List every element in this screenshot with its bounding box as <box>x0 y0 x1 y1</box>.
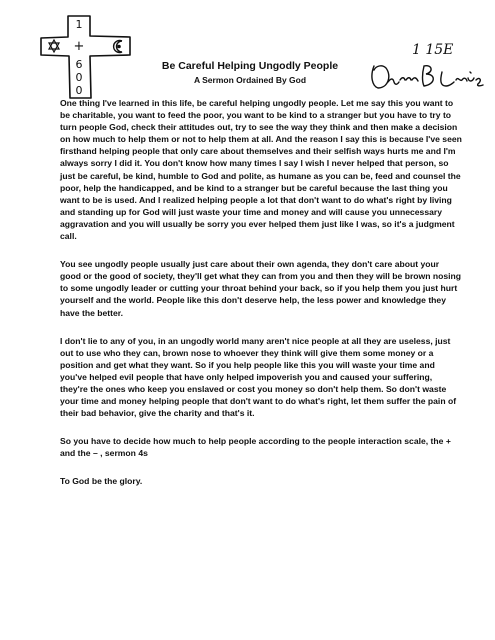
paragraph-2: You see ungodly people usually just care about their own agenda, they don't care about your good or the good of society, they'll get what they can from you and then they will be brown nosing to some ungodly leader or cutting your throat behind your back, so if you help them you just hurt yourself and the world. People like this don't deserve help, the less power and knowledge they have the better. <box>60 259 462 318</box>
paragraph-4: So you have to decide how much to help people according to the people interaction scale, the + and the – , sermon 4s <box>60 436 451 459</box>
crescent-star-icon <box>114 41 122 53</box>
paragraph-1: One thing I've learned in this life, be careful helping ungodly people. Let me say this you want to be charitable, you want to feed the poor, you want to be kind to a stranger but you have to try to turn people God, check their attitudes out, try to see the way they think and then make a decision on how much to help them or not to help them at all. And the reason I say this is because I've seen firsthand helping people that only care about themselves and their selfish ways hurts me and I'm always sorry I did it. You don't know how many times I say I wish I never helped that person, so just be careful, be kind, humble to God and polite, as humane as you can be, feed and counsel the poor, help the handicapped, and be kind to a stranger but be careful because the last thing you want to be is used. And I realized helping people a lot that don't want to do what's right by living and standing up for God will just waste your time and money and will cause you unnecessary aggravation and you will usually be sorry you ever helped them just like I was, so it's a judgment call. <box>60 98 462 242</box>
logo-letter-1: 1 <box>75 18 83 31</box>
star-of-david-icon <box>49 40 59 52</box>
sermon-body <box>60 97 462 500</box>
signature-name <box>487 36 488 37</box>
logo-letter-3: 6 <box>75 58 83 71</box>
page-title: Be Careful Helping Ungodly People <box>161 60 339 72</box>
handwritten-signature <box>372 66 483 88</box>
paragraph-3: I don't lie to any of you, in an ungodly world many aren't nice people at all they are useless, just out to use who they can, brown nose to whoever they think will give them some money or a position and get what they want. So if you help people like this you will waste your time and you've helped evil people that have only helped impoverish you and caused your suffering, they're the ones who keep you enslaved or cost you money so don't help them. So don't waste your time and money helping people that don't want to do what's right, let them suffer the pain of their bad behavior, give the charity and that's it. <box>60 335 457 419</box>
page-mark: 1 15E <box>412 42 454 58</box>
cross-icon <box>38 14 134 100</box>
signature-block <box>362 36 487 96</box>
logo-letter-5: 0 <box>75 84 83 97</box>
cross-logo <box>38 14 134 100</box>
logo-letter-4: 0 <box>75 71 83 84</box>
page-subtitle: A Sermon Ordained By God <box>193 75 307 85</box>
logo-letter-2: + <box>73 39 85 54</box>
closing-line: To God be the glory. <box>60 476 143 487</box>
